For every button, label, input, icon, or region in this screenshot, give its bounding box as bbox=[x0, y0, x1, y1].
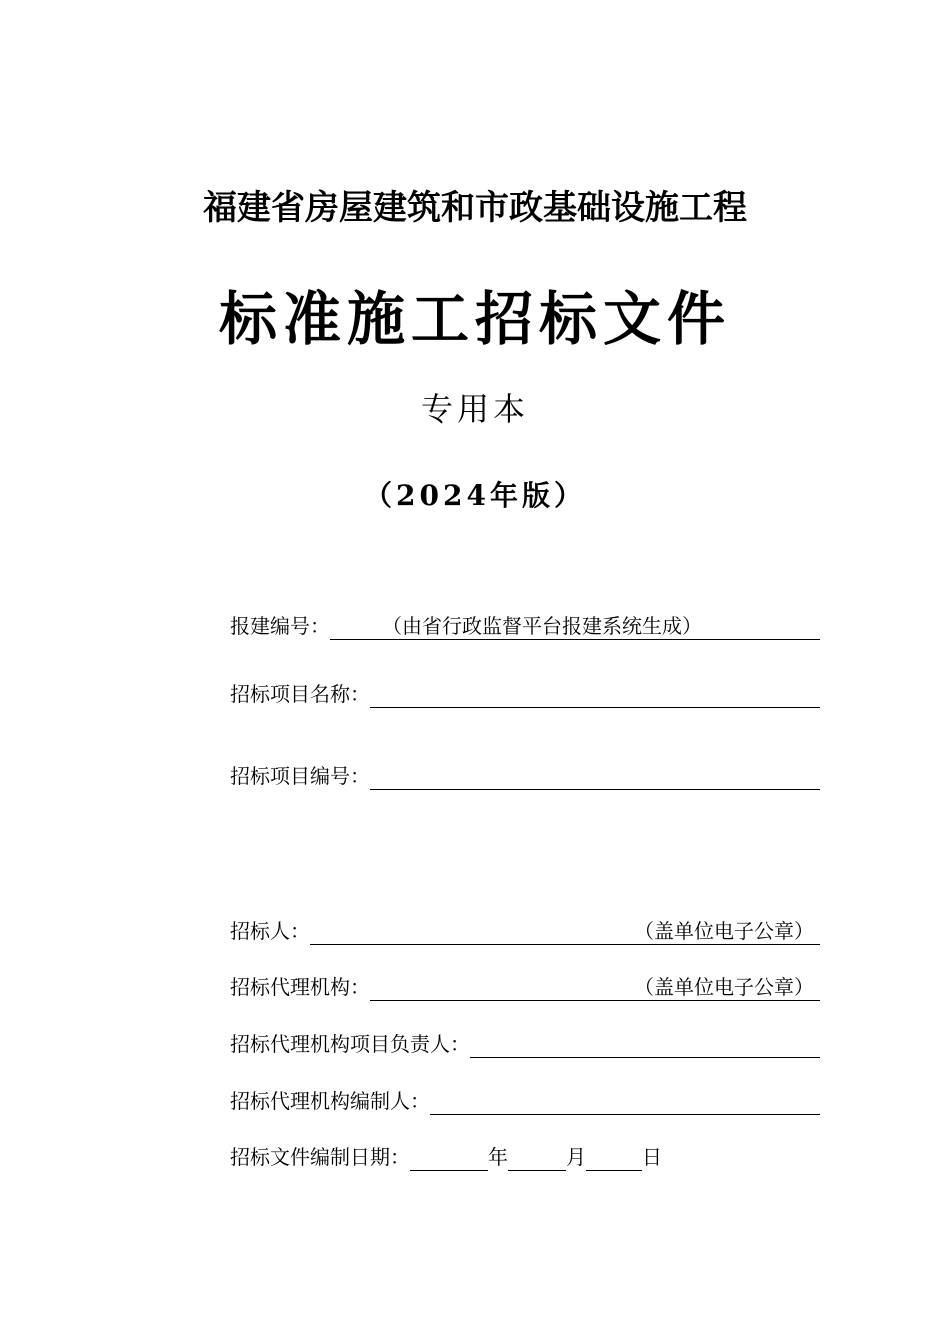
project-no-row bbox=[230, 760, 820, 790]
registration-no-row bbox=[230, 610, 820, 640]
project-no-label: 招标项目编号： bbox=[230, 764, 370, 788]
project-no-field[interactable] bbox=[370, 763, 820, 790]
document-subtitle: 专用本 bbox=[420, 390, 529, 428]
compile-date-label: 招标文件编制日期： bbox=[230, 1145, 410, 1169]
registration-no-field[interactable] bbox=[330, 613, 820, 640]
agency-manager-label: 招标代理机构项目负责人： bbox=[230, 1032, 470, 1056]
tenderer-row bbox=[230, 915, 820, 945]
compile-date-month-field[interactable] bbox=[508, 1144, 566, 1171]
agency-row bbox=[230, 971, 820, 1001]
compile-date-day-field[interactable] bbox=[586, 1144, 642, 1171]
compile-date-day-unit: 日 bbox=[642, 1145, 662, 1169]
tenderer-label: 招标人： bbox=[230, 919, 310, 943]
compile-date-year-unit: 年 bbox=[488, 1145, 508, 1169]
document-title: 标准施工招标文件 bbox=[218, 285, 731, 353]
agency-field[interactable] bbox=[370, 974, 820, 1001]
project-name-row bbox=[230, 678, 820, 708]
project-name-label: 招标项目名称： bbox=[230, 682, 370, 706]
agency-editor-row bbox=[230, 1085, 820, 1115]
agency-editor-label: 招标代理机构编制人： bbox=[230, 1089, 430, 1113]
compile-date-year-field[interactable] bbox=[410, 1144, 488, 1171]
registration-no-value: （由省行政监督平台报建系统生成） bbox=[382, 614, 702, 638]
tenderer-seal-note: （盖单位电子公章） bbox=[634, 919, 814, 943]
compile-date-month-unit: 月 bbox=[566, 1145, 586, 1169]
document-header-line: 福建省房屋建筑和市政基础设施工程 bbox=[203, 188, 747, 228]
project-name-field[interactable] bbox=[370, 681, 820, 708]
compile-date-row bbox=[230, 1141, 710, 1171]
registration-no-label: 报建编号： bbox=[230, 614, 330, 638]
agency-manager-field[interactable] bbox=[470, 1031, 820, 1058]
document-edition: （2024年版） bbox=[364, 479, 586, 512]
agency-seal-note: （盖单位电子公章） bbox=[634, 975, 814, 999]
tenderer-field[interactable] bbox=[310, 918, 820, 945]
agency-label: 招标代理机构： bbox=[230, 975, 370, 999]
agency-manager-row bbox=[230, 1028, 820, 1058]
agency-editor-field[interactable] bbox=[430, 1088, 820, 1115]
